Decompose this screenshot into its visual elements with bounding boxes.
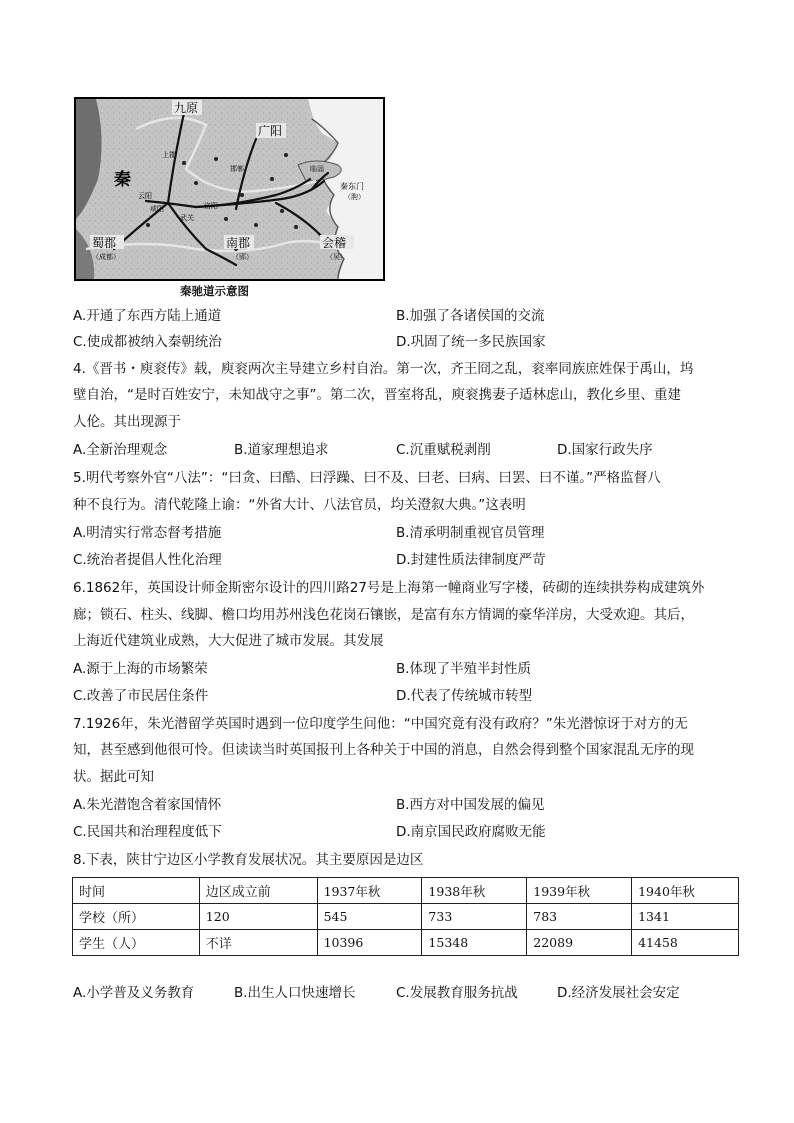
label-shujun-sub: （成都） — [92, 253, 120, 261]
table-cell: 41458 — [632, 930, 739, 956]
q7-stem-line1: 7.1926年，朱光潜留学英国时遇到一位印度学生问他：“中国究竟有没有政府？”朱光潜惊讶于对方的无 — [73, 716, 688, 732]
q5-stem-line1: 5.明代考察外官“八法”：“曰贪、曰酷、曰浮躁、曰不及、曰老、曰病、曰罢、曰不谨。”严格监督八 — [73, 470, 661, 486]
table-row — [73, 930, 739, 956]
table-cell: 10396 — [317, 930, 422, 956]
q5-option-a[interactable]: A.明清实行常态督考措施 — [73, 525, 222, 541]
q6-stem-line2: 廊；锁石、柱头、线脚、檐口均用苏州浅色花岗石镶嵌，是富有东方情调的豪华洋房，大受欢迎。其后， — [73, 607, 694, 623]
q3-option-b[interactable]: B.加强了各诸侯国的交流 — [396, 308, 545, 324]
table-cell: 120 — [199, 904, 317, 930]
q7-option-b[interactable]: B.西方对中国发展的偏见 — [396, 797, 545, 813]
q7-stem-line2: 知，甚至感到他很可怜。但读读当时英国报刊上各种关于中国的消息，自然会得到整个国家混乱无序的现 — [73, 742, 694, 758]
table-cell: 1341 — [632, 904, 739, 930]
q6-stem-line3: 上海近代建筑业成熟，大大促进了城市发展。其发展 — [73, 633, 384, 649]
label-qindongmen: 秦东门 — [340, 182, 364, 191]
map-caption: 秦驰道示意图 — [180, 284, 249, 298]
q5-option-d[interactable]: D.封建性质法律制度严苛 — [396, 552, 546, 568]
q8-options-row — [73, 984, 723, 1002]
table-cell: 15348 — [422, 930, 527, 956]
label-yunyang: 云阳 — [138, 192, 152, 200]
table-cell: 733 — [422, 904, 527, 930]
table-cell: 时间 — [73, 878, 200, 904]
table-header-row — [73, 878, 739, 904]
label-shujun: 蜀郡 — [92, 236, 117, 250]
table-cell: 22089 — [527, 930, 632, 956]
table-cell: 边区成立前 — [199, 878, 317, 904]
label-qin: 秦 — [114, 170, 131, 190]
q4-option-a[interactable]: A.全新治理观念 — [73, 442, 168, 458]
q6-option-b[interactable]: B.体现了半殖半封性质 — [396, 661, 532, 677]
table-cell: 学生（人） — [73, 930, 200, 956]
label-guangyang: 广阳 — [258, 124, 283, 138]
q4-option-b[interactable]: B.道家理想追求 — [234, 442, 329, 458]
q8-option-a[interactable]: A.小学普及义务教育 — [73, 985, 195, 1001]
table-cell: 1938年秋 — [422, 878, 527, 904]
table-cell: 1939年秋 — [527, 878, 632, 904]
label-kuaiji-sub: （吴） — [326, 253, 347, 261]
q6-option-d[interactable]: D.代表了传统城市转型 — [396, 688, 533, 704]
q7-option-c[interactable]: C.民国共和治理程度低下 — [73, 824, 222, 840]
label-linzi: 临淄 — [310, 165, 324, 173]
q4-option-c[interactable]: C.沉重赋税剥削 — [396, 442, 491, 458]
qin-road-map — [74, 97, 385, 281]
q7-options-row1 — [73, 796, 723, 814]
q8-option-b[interactable]: B.出生人口快速增长 — [234, 985, 356, 1001]
q8-stem-line1: 8.下表，陕甘宁边区小学教育发展状况。其主要原因是边区 — [73, 852, 424, 868]
q8-option-d[interactable]: D.经济发展社会安定 — [557, 985, 680, 1001]
table-cell: 1940年秋 — [632, 878, 739, 904]
q6-options-row2 — [73, 687, 723, 705]
q3-options-row1 — [73, 307, 723, 325]
q3-option-d[interactable]: D.巩固了统一多民族国家 — [396, 334, 546, 350]
q4-stem-line2: 壁自治，“是时百姓安宁，未知战守之事”。第二次，晋室将乱，庾衮携妻子适林虑山，教化乡里、重建 — [73, 387, 681, 403]
q5-option-b[interactable]: B.清承明制重视官员管理 — [396, 525, 545, 541]
label-handan: 邯郸 — [230, 165, 244, 173]
q5-options-row1 — [73, 524, 723, 542]
label-jiuyuan: 九原 — [174, 101, 199, 115]
q6-option-c[interactable]: C.改善了市民居住条件 — [73, 688, 209, 704]
table-cell: 不详 — [199, 930, 317, 956]
table-cell: 783 — [527, 904, 632, 930]
q8-option-c[interactable]: C.发展教育服务抗战 — [396, 985, 518, 1001]
q4-options-row — [73, 441, 723, 459]
q7-option-d[interactable]: D.南京国民政府腐败无能 — [396, 824, 546, 840]
q7-options-row2 — [73, 823, 723, 841]
q4-stem-line3: 人伦。其出现源于 — [73, 414, 181, 430]
q5-options-row2 — [73, 551, 723, 569]
map-graphic — [76, 99, 383, 279]
table-cell: 545 — [317, 904, 422, 930]
label-nanjun-sub: （郢） — [232, 253, 253, 261]
q4-stem-line1: 4.《晋书・庾衮传》载，庾衮两次主导建立乡村自治。第一次，齐王冏之乱，衮率同族庶姓保于禹山，坞 — [73, 361, 694, 377]
label-xianyang: 咸阳 — [150, 205, 164, 213]
q6-options-row1 — [73, 660, 723, 678]
label-qindongmen-sub: （朐） — [344, 193, 365, 201]
education-table — [72, 877, 739, 956]
label-wuguan: 武关 — [180, 214, 194, 222]
q5-stem-line2: 种不良行为。清代乾隆上谕：“外省大计、八法官员，均关澄叙大典。”这表明 — [73, 497, 526, 513]
table-row — [73, 904, 739, 930]
label-kuaiji: 会稽 — [322, 236, 347, 250]
q4-option-d[interactable]: D.国家行政失序 — [557, 442, 653, 458]
q5-option-c[interactable]: C.统治者提倡人性化治理 — [73, 552, 222, 568]
q3-option-c[interactable]: C.使成都被纳入秦朝统治 — [73, 334, 222, 350]
table-cell: 学校（所） — [73, 904, 200, 930]
q3-options-row2 — [73, 333, 723, 351]
label-luoyang: 洛阳 — [204, 202, 218, 210]
q6-stem-line1: 6.1862年，英国设计师金斯密尔设计的四川路27号是上海第一幢商业写字楼，砖砌的连续拱券构成建筑外 — [73, 580, 705, 596]
table-cell: 1937年秋 — [317, 878, 422, 904]
q7-stem-line3: 状。据此可知 — [73, 769, 154, 785]
q6-option-a[interactable]: A.源于上海的市场繁荣 — [73, 661, 208, 677]
q3-option-a[interactable]: A.开通了东西方陆上通道 — [73, 308, 222, 324]
label-nanjun: 南郡 — [226, 236, 251, 250]
label-shangjun: 上郡 — [162, 151, 176, 159]
q7-option-a[interactable]: A.朱光潜饱含着家国情怀 — [73, 797, 222, 813]
